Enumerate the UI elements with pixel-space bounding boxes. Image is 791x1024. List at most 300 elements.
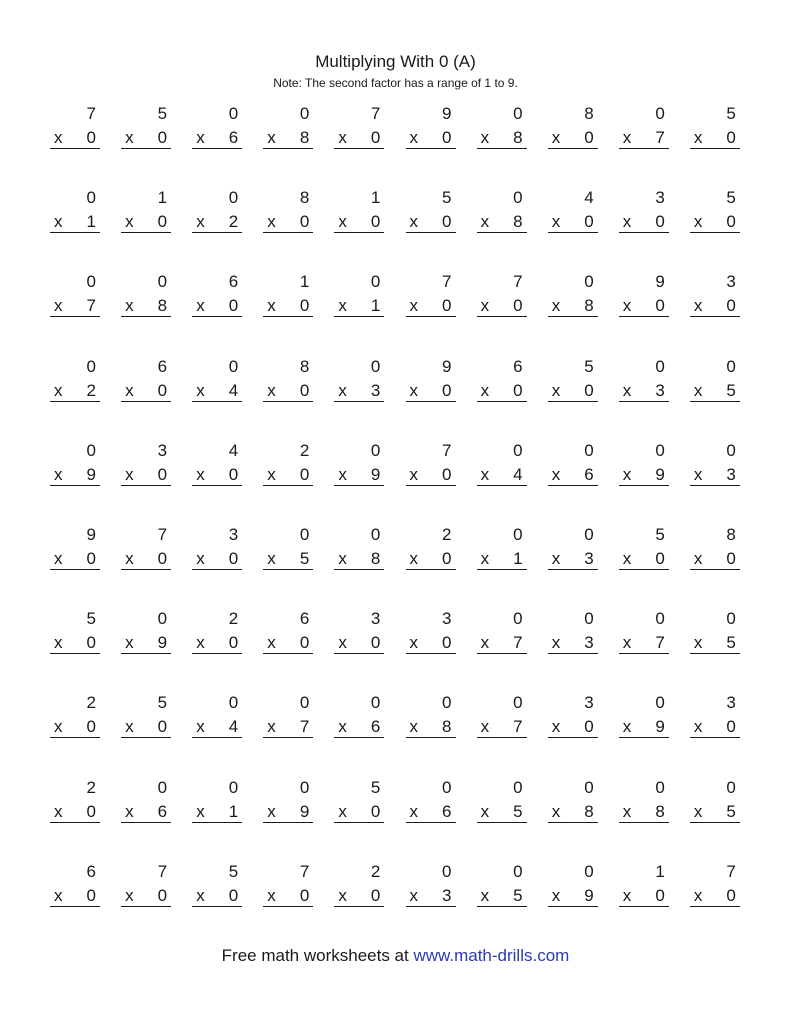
- problem-bottom-number: 6: [157, 801, 168, 821]
- multiply-sign: x: [622, 464, 632, 484]
- problem-top-number: 1: [299, 272, 310, 292]
- problem: [406, 357, 456, 405]
- problem-bottom-number: 7: [299, 717, 310, 737]
- problem-bottom-line: [406, 381, 456, 402]
- problem-bottom-number: 6: [584, 464, 594, 484]
- multiply-sign: x: [551, 885, 561, 905]
- problem-bottom-number: 8: [584, 801, 594, 821]
- problem: [477, 357, 527, 405]
- problem-bottom-number: 3: [726, 464, 736, 484]
- problem-top-number: 0: [513, 777, 523, 797]
- problem-bottom-line: [690, 717, 740, 738]
- problem-top-number: 3: [726, 693, 736, 713]
- multiply-sign: x: [338, 380, 347, 400]
- problem: [263, 693, 313, 741]
- multiply-sign: x: [267, 128, 276, 147]
- problem-bottom-number: 0: [228, 633, 239, 653]
- problem: [406, 609, 456, 657]
- problem-bottom-line: [263, 465, 313, 486]
- problem-bottom-number: 0: [442, 380, 452, 400]
- multiply-sign: x: [409, 717, 418, 737]
- problem: [619, 778, 669, 826]
- multiply-sign: x: [54, 633, 63, 653]
- problem-bottom-line: [619, 633, 669, 654]
- problem-bottom-line: [690, 212, 740, 233]
- problem-bottom-line: [548, 802, 598, 823]
- problem-bottom-number: 0: [584, 717, 594, 737]
- problem-bottom-number: 0: [86, 801, 96, 821]
- multiply-sign: x: [54, 549, 63, 568]
- problem-bottom-line: [50, 296, 100, 317]
- problem-bottom-number: 9: [655, 717, 665, 737]
- problem-bottom-line: [619, 717, 669, 738]
- problem-top-number: 5: [228, 861, 239, 881]
- problem: [548, 357, 598, 405]
- problem-bottom-line: [619, 802, 669, 823]
- problem-bottom-line: [690, 802, 740, 823]
- problem: [334, 778, 384, 826]
- problem-top-number: 7: [86, 104, 96, 123]
- problem: [192, 104, 242, 152]
- problem: [619, 188, 669, 236]
- multiply-sign: x: [196, 464, 205, 484]
- problem-top-number: 6: [228, 272, 239, 292]
- problem-top-number: 0: [86, 272, 96, 292]
- problem: [548, 693, 598, 741]
- multiply-sign: x: [551, 801, 561, 821]
- problem-bottom-number: 3: [370, 380, 381, 400]
- problem-bottom-line: [121, 717, 171, 738]
- problem-bottom-number: 0: [86, 549, 96, 568]
- problem-bottom-number: 0: [86, 128, 96, 147]
- problem-top-number: 0: [299, 693, 310, 713]
- multiply-sign: x: [409, 885, 418, 905]
- problem-bottom-number: 0: [513, 296, 523, 316]
- problem-bottom-number: 6: [370, 717, 381, 737]
- problem: [334, 188, 384, 236]
- problem-bottom-line: [406, 465, 456, 486]
- problem-bottom-number: 3: [584, 633, 594, 653]
- problem-bottom-number: 0: [157, 549, 168, 568]
- problem-bottom-number: 8: [370, 549, 381, 568]
- problem-bottom-line: [477, 886, 527, 907]
- problem: [192, 441, 242, 489]
- problem-bottom-line: [548, 381, 598, 402]
- multiply-sign: x: [338, 128, 347, 147]
- problem-top-number: 0: [86, 440, 96, 460]
- problem-top-number: 5: [726, 188, 736, 208]
- problem-bottom-line: [50, 381, 100, 402]
- problem: [334, 272, 384, 320]
- problem-bottom-number: 7: [655, 128, 665, 147]
- multiply-sign: x: [622, 633, 632, 653]
- multiply-sign: x: [480, 380, 490, 400]
- problem-top-number: 7: [513, 272, 523, 292]
- problem: [477, 188, 527, 236]
- problem-top-number: 2: [86, 777, 96, 797]
- problem-top-number: 9: [86, 525, 96, 544]
- multiply-sign: x: [622, 549, 632, 568]
- problem-bottom-number: 0: [228, 549, 239, 568]
- problem: [192, 609, 242, 657]
- problem-bottom-number: 0: [442, 633, 452, 653]
- problem-bottom-line: [619, 212, 669, 233]
- problem: [192, 272, 242, 320]
- problem-top-number: 5: [157, 693, 168, 713]
- problem: [619, 693, 669, 741]
- problem-bottom-number: 0: [228, 464, 239, 484]
- problem: [619, 272, 669, 320]
- problem-bottom-line: [263, 212, 313, 233]
- problem-bottom-line: [477, 128, 527, 149]
- problem-top-number: 0: [655, 440, 665, 460]
- problem-top-number: 3: [584, 693, 594, 713]
- problem: [548, 188, 598, 236]
- problem: [121, 609, 171, 657]
- multiply-sign: x: [551, 380, 561, 400]
- problem-top-number: 0: [726, 356, 736, 376]
- problem: [619, 609, 669, 657]
- problem-top-number: 3: [655, 188, 665, 208]
- problem-bottom-number: 0: [726, 128, 736, 147]
- problem-bottom-line: [50, 802, 100, 823]
- problem-bottom-line: [406, 549, 456, 570]
- problem-bottom-number: 3: [655, 380, 665, 400]
- problem: [690, 609, 740, 657]
- problem-top-number: 5: [370, 777, 381, 797]
- problem-bottom-number: 0: [157, 380, 168, 400]
- problem-bottom-line: [263, 802, 313, 823]
- problem-bottom-line: [50, 717, 100, 738]
- problem-top-number: 0: [370, 272, 381, 292]
- problem-bottom-number: 0: [299, 464, 310, 484]
- problem-bottom-number: 0: [157, 128, 168, 147]
- problem-bottom-line: [192, 886, 242, 907]
- multiply-sign: x: [409, 380, 418, 400]
- multiply-sign: x: [693, 549, 703, 568]
- problem-top-number: 0: [513, 693, 523, 713]
- problem-bottom-number: 0: [370, 801, 381, 821]
- problem-bottom-number: 0: [370, 128, 381, 147]
- multiply-sign: x: [693, 380, 703, 400]
- problem-bottom-number: 7: [513, 717, 523, 737]
- problem-bottom-number: 9: [86, 464, 96, 484]
- multiply-sign: x: [622, 128, 632, 147]
- multiply-sign: x: [267, 885, 276, 905]
- problem-bottom-number: 9: [370, 464, 381, 484]
- problem-top-number: 1: [655, 861, 665, 881]
- multiply-sign: x: [196, 633, 205, 653]
- problem-top-number: 2: [370, 861, 381, 881]
- multiply-sign: x: [480, 549, 490, 568]
- problem-top-number: 7: [299, 861, 310, 881]
- problem-bottom-line: [334, 381, 384, 402]
- problem-top-number: 6: [157, 356, 168, 376]
- problem: [263, 357, 313, 405]
- multiply-sign: x: [54, 717, 63, 737]
- problem-bottom-line: [690, 128, 740, 149]
- problem: [477, 272, 527, 320]
- problem-bottom-number: 0: [442, 128, 452, 147]
- problem-bottom-number: 7: [513, 633, 523, 653]
- problem: [263, 862, 313, 910]
- problem-bottom-number: 0: [157, 885, 168, 905]
- multiply-sign: x: [693, 885, 703, 905]
- multiply-sign: x: [267, 296, 276, 316]
- problem: [406, 104, 456, 152]
- problem-top-number: 4: [228, 440, 239, 460]
- problem-top-number: 1: [370, 188, 381, 208]
- problem: [192, 778, 242, 826]
- multiply-sign: x: [622, 801, 632, 821]
- problem-bottom-number: 9: [655, 464, 665, 484]
- problem-bottom-number: 0: [442, 296, 452, 316]
- problem-top-number: 0: [655, 104, 665, 123]
- problem-bottom-number: 0: [442, 212, 452, 232]
- problem: [690, 104, 740, 152]
- problem-bottom-line: [263, 633, 313, 654]
- multiply-sign: x: [267, 801, 276, 821]
- problem-bottom-line: [619, 465, 669, 486]
- problem-bottom-line: [619, 549, 669, 570]
- problem-top-number: 0: [228, 777, 239, 797]
- multiply-sign: x: [338, 717, 347, 737]
- problem: [548, 441, 598, 489]
- problem-bottom-line: [548, 717, 598, 738]
- problem-bottom-line: [334, 633, 384, 654]
- multiply-sign: x: [338, 801, 347, 821]
- problem-top-number: 0: [584, 440, 594, 460]
- problem: [619, 104, 669, 152]
- problem-bottom-line: [50, 212, 100, 233]
- problem-bottom-line: [121, 633, 171, 654]
- problem-bottom-line: [690, 381, 740, 402]
- problem: [50, 525, 100, 573]
- multiply-sign: x: [267, 633, 276, 653]
- problem-top-number: 3: [228, 525, 239, 544]
- multiply-sign: x: [480, 296, 490, 316]
- problem: [406, 693, 456, 741]
- problem-bottom-number: 0: [86, 717, 96, 737]
- problem: [619, 525, 669, 573]
- problem-bottom-number: 0: [299, 885, 310, 905]
- problem-bottom-line: [50, 633, 100, 654]
- problem: [619, 441, 669, 489]
- problem-bottom-number: 0: [726, 717, 736, 737]
- problem: [477, 609, 527, 657]
- multiply-sign: x: [480, 885, 490, 905]
- problem-top-number: 1: [157, 188, 168, 208]
- problem: [690, 525, 740, 573]
- multiply-sign: x: [196, 549, 205, 568]
- multiply-sign: x: [693, 212, 703, 232]
- multiply-sign: x: [54, 801, 63, 821]
- problem: [263, 104, 313, 152]
- problem: [406, 272, 456, 320]
- problem-top-number: 7: [370, 104, 381, 123]
- problem: [690, 693, 740, 741]
- problem-bottom-line: [50, 886, 100, 907]
- multiply-sign: x: [622, 296, 632, 316]
- problem: [477, 862, 527, 910]
- problem: [121, 862, 171, 910]
- multiply-sign: x: [54, 380, 63, 400]
- problem-bottom-number: 0: [584, 380, 594, 400]
- problem-top-number: 0: [370, 525, 381, 544]
- problem-bottom-line: [406, 802, 456, 823]
- problem-bottom-line: [619, 886, 669, 907]
- problem-bottom-line: [192, 381, 242, 402]
- problem: [50, 441, 100, 489]
- footer-link[interactable]: www.math-drills.com: [413, 946, 570, 965]
- problem-top-number: 0: [228, 356, 239, 376]
- problem-bottom-line: [548, 549, 598, 570]
- problem-bottom-line: [263, 717, 313, 738]
- problem-bottom-number: 0: [299, 212, 310, 232]
- problem-bottom-number: 5: [299, 549, 310, 568]
- problem: [548, 609, 598, 657]
- problem-top-number: 5: [442, 188, 452, 208]
- problem-bottom-line: [192, 296, 242, 317]
- problem: [477, 104, 527, 152]
- problem-bottom-line: [263, 128, 313, 149]
- problem-bottom-line: [192, 802, 242, 823]
- problem-bottom-number: 0: [442, 464, 452, 484]
- problem-top-number: 0: [513, 525, 523, 544]
- problem-bottom-number: 8: [157, 296, 168, 316]
- worksheet-title: Multiplying With 0 (A): [315, 52, 476, 71]
- problem-bottom-number: 9: [157, 633, 168, 653]
- problem-top-number: 0: [228, 188, 239, 208]
- problem-top-number: 9: [442, 356, 452, 376]
- multiply-sign: x: [125, 633, 134, 653]
- problem-bottom-line: [334, 886, 384, 907]
- problem-bottom-line: [192, 212, 242, 233]
- problem: [192, 862, 242, 910]
- problem-top-number: 0: [655, 609, 665, 629]
- problem-top-number: 0: [726, 777, 736, 797]
- problem-top-number: 0: [655, 356, 665, 376]
- problem-bottom-number: 0: [655, 296, 665, 316]
- problem: [548, 104, 598, 152]
- problem: [263, 609, 313, 657]
- problem-bottom-line: [406, 717, 456, 738]
- problem-top-number: 0: [726, 440, 736, 460]
- multiply-sign: x: [54, 212, 63, 232]
- problem: [690, 188, 740, 236]
- problem-bottom-line: [334, 549, 384, 570]
- problem-top-number: 5: [726, 104, 736, 123]
- problem: [334, 525, 384, 573]
- multiply-sign: x: [622, 380, 632, 400]
- problem-bottom-line: [477, 465, 527, 486]
- problem-bottom-number: 0: [726, 549, 736, 568]
- problem-bottom-number: 5: [726, 380, 736, 400]
- problem-top-number: 0: [513, 609, 523, 629]
- problem-bottom-number: 7: [86, 296, 96, 316]
- problem-top-number: 7: [157, 525, 168, 544]
- problem-bottom-line: [690, 465, 740, 486]
- problem-top-number: 3: [726, 272, 736, 292]
- problem-bottom-number: 0: [584, 128, 594, 147]
- problem: [50, 693, 100, 741]
- multiply-sign: x: [125, 717, 134, 737]
- multiply-sign: x: [409, 633, 418, 653]
- problem-bottom-line: [690, 886, 740, 907]
- problem: [477, 441, 527, 489]
- problem-bottom-number: 0: [299, 380, 310, 400]
- problem-top-number: 0: [228, 693, 239, 713]
- problem-bottom-number: 0: [370, 633, 381, 653]
- multiply-sign: x: [125, 801, 134, 821]
- problem-bottom-number: 8: [584, 296, 594, 316]
- multiply-sign: x: [338, 296, 347, 316]
- problem: [406, 441, 456, 489]
- problem-bottom-number: 4: [228, 380, 239, 400]
- multiply-sign: x: [622, 885, 632, 905]
- multiply-sign: x: [125, 380, 134, 400]
- problem-top-number: 0: [584, 525, 594, 544]
- multiply-sign: x: [267, 464, 276, 484]
- problem: [690, 862, 740, 910]
- problem-bottom-line: [548, 886, 598, 907]
- multiply-sign: x: [480, 801, 490, 821]
- multiply-sign: x: [480, 212, 490, 232]
- multiply-sign: x: [267, 380, 276, 400]
- problem: [406, 778, 456, 826]
- problem-bottom-line: [263, 886, 313, 907]
- multiply-sign: x: [125, 464, 134, 484]
- problem-top-number: 0: [299, 777, 310, 797]
- problem: [121, 357, 171, 405]
- multiply-sign: x: [551, 296, 561, 316]
- problem-top-number: 5: [157, 104, 168, 123]
- problem-bottom-line: [548, 465, 598, 486]
- problem-bottom-number: 0: [726, 212, 736, 232]
- problem-bottom-number: 8: [299, 128, 310, 147]
- multiply-sign: x: [693, 296, 703, 316]
- problem-bottom-line: [690, 633, 740, 654]
- problem-bottom-number: 3: [584, 549, 594, 568]
- problem-top-number: 9: [442, 104, 452, 123]
- problem-bottom-number: 0: [442, 549, 452, 568]
- problem: [263, 525, 313, 573]
- problem-top-number: 0: [157, 609, 168, 629]
- problem-top-number: 2: [228, 609, 239, 629]
- problem: [263, 441, 313, 489]
- problem-bottom-number: 0: [157, 717, 168, 737]
- problem-bottom-line: [334, 128, 384, 149]
- problem-top-number: 0: [655, 693, 665, 713]
- problem-top-number: 0: [86, 356, 96, 376]
- problem-bottom-line: [406, 633, 456, 654]
- problem: [192, 693, 242, 741]
- problem-top-number: 7: [726, 861, 736, 881]
- problem-bottom-line: [406, 886, 456, 907]
- problem: [121, 693, 171, 741]
- problem-top-number: 3: [157, 440, 168, 460]
- problem-bottom-number: 0: [299, 633, 310, 653]
- problem-bottom-line: [477, 633, 527, 654]
- multiply-sign: x: [54, 128, 63, 147]
- problem-top-number: 7: [157, 861, 168, 881]
- problem-bottom-number: 0: [726, 296, 736, 316]
- problem-bottom-number: 5: [726, 801, 736, 821]
- multiply-sign: x: [267, 549, 276, 568]
- problem-bottom-number: 8: [655, 801, 665, 821]
- problem: [121, 441, 171, 489]
- problem-top-number: 0: [726, 609, 736, 629]
